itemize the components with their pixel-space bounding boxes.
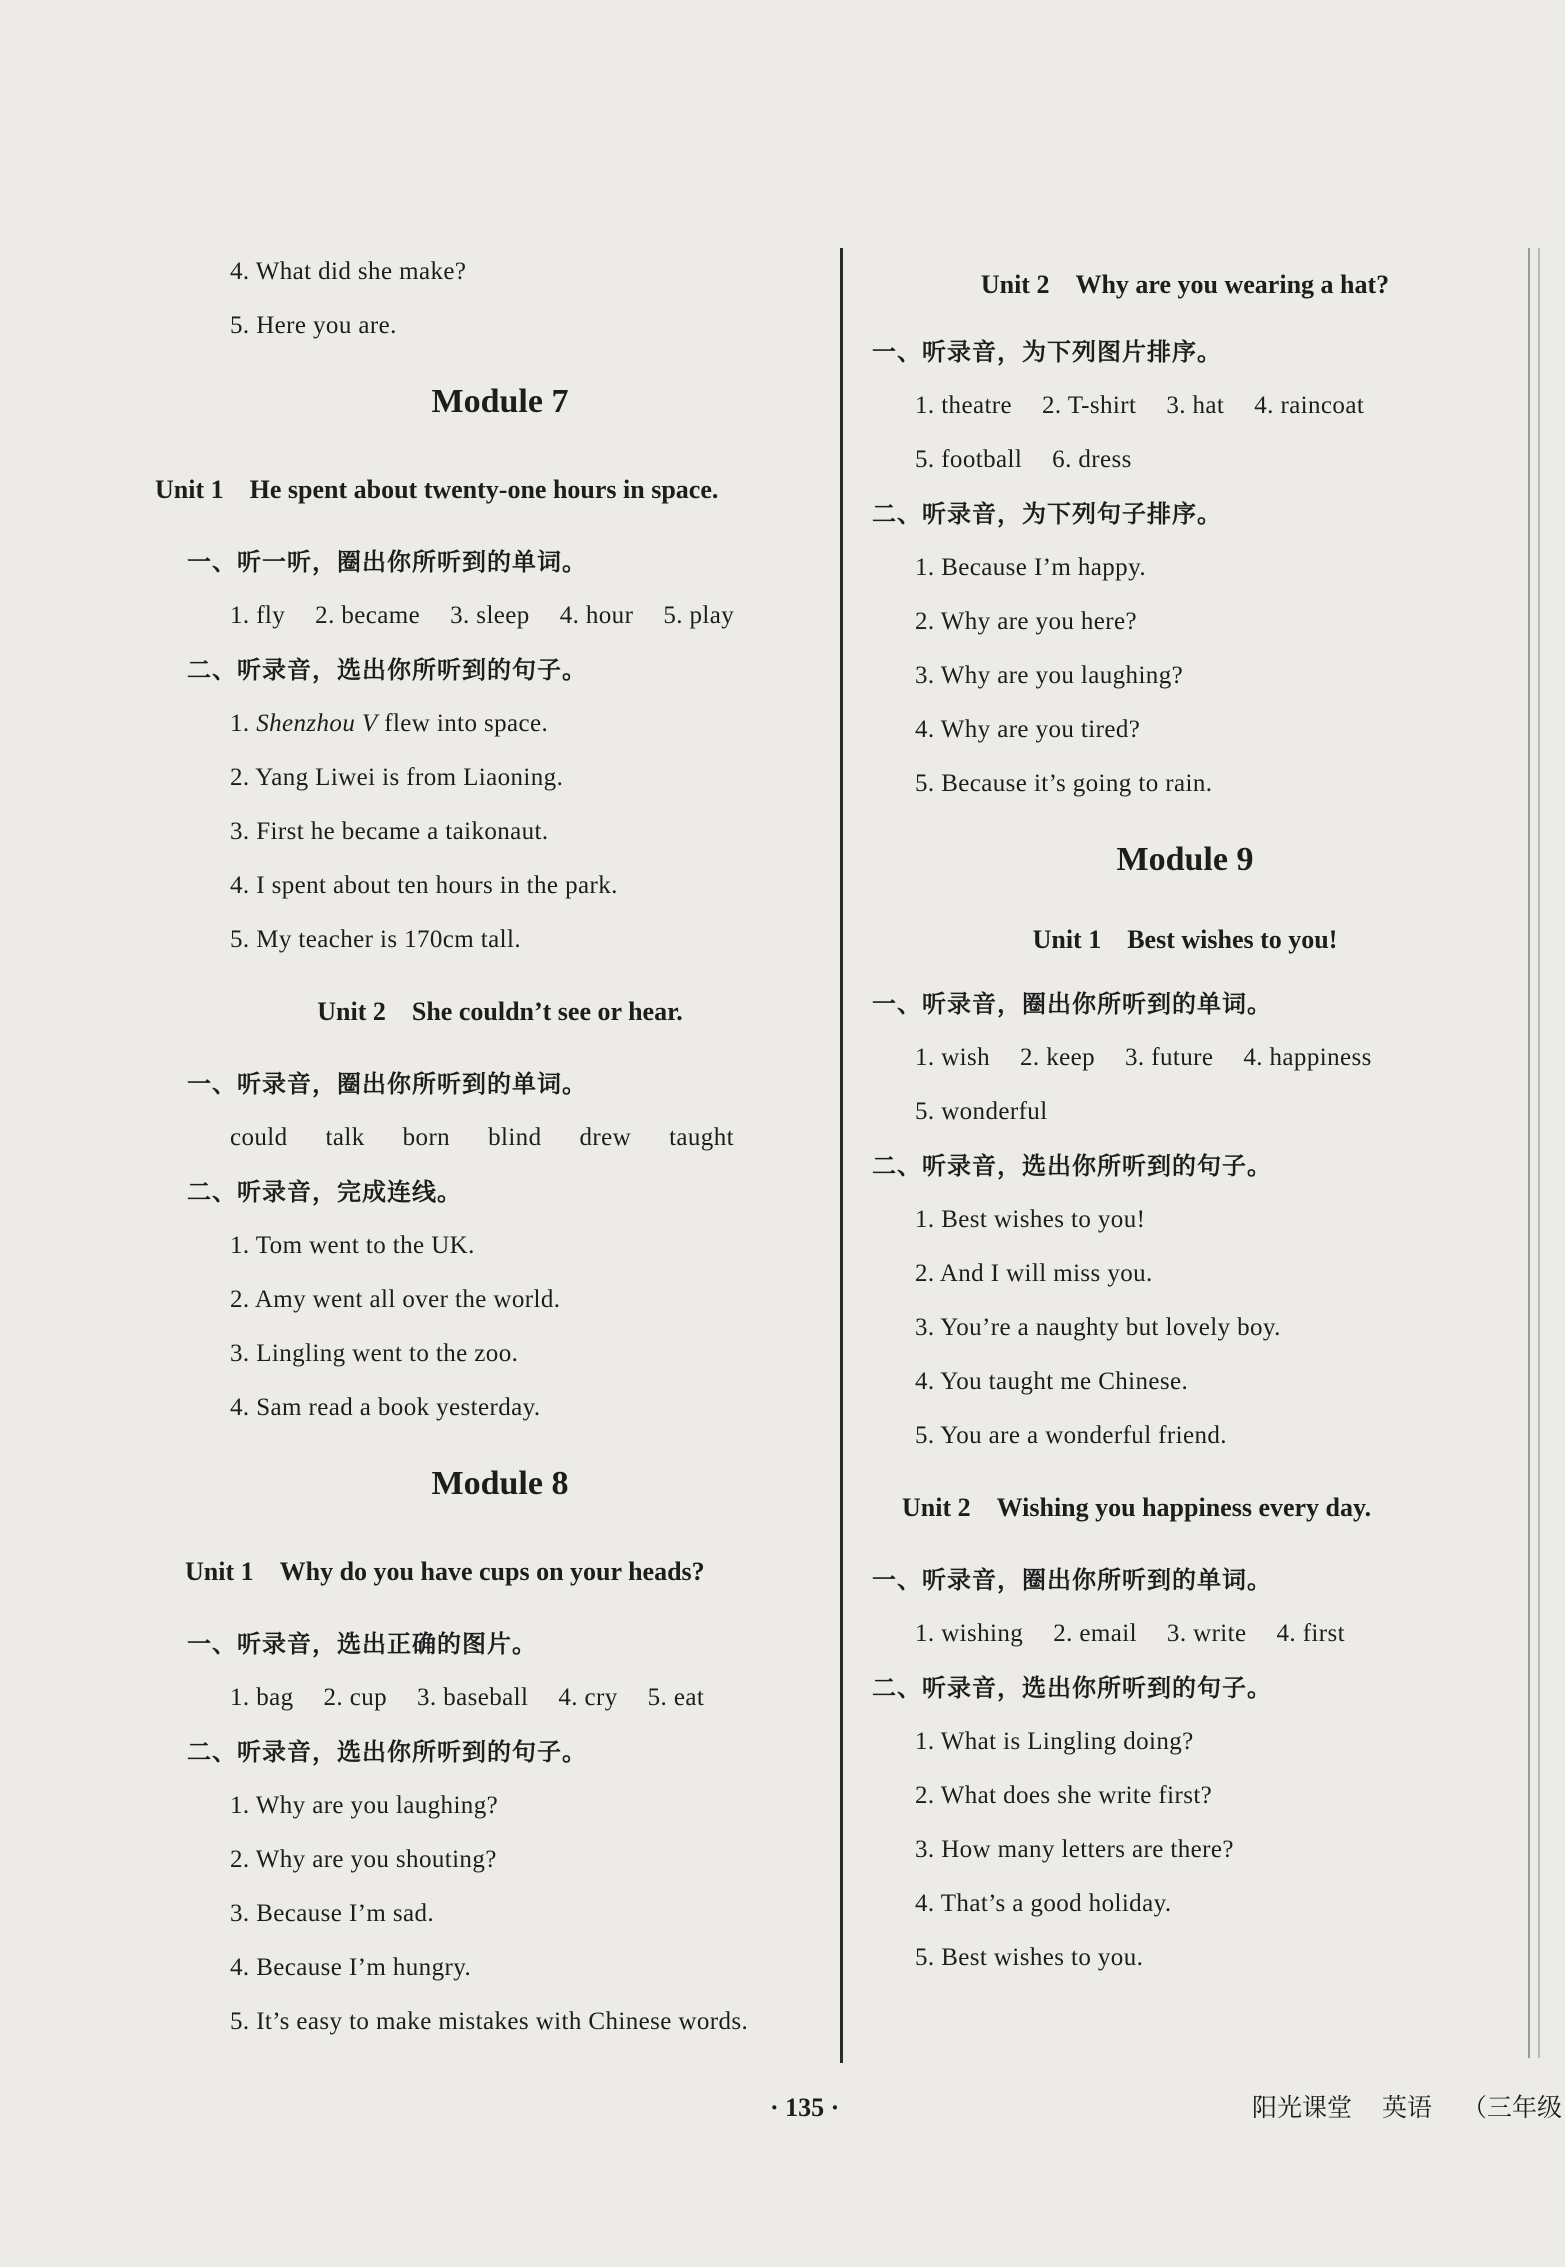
- italic-name: Shenzhou V: [256, 710, 378, 737]
- section-heading: 一、听录音，为下列图片排序。: [872, 338, 1222, 366]
- list-item: 1. What is Lingling doing?: [915, 1728, 1194, 1755]
- list-item: 2. Why are you here?: [915, 608, 1138, 635]
- list-item: 3. Lingling went to the zoo.: [230, 1340, 519, 1367]
- section-heading: 二、听录音，选出你所听到的句子。: [872, 1674, 1272, 1702]
- word-list: [155, 1111, 845, 1165]
- book-name: 阳光课堂: [1252, 2093, 1353, 2122]
- module-8-unit-1-title: [155, 1527, 845, 1617]
- picture-options: [870, 433, 1500, 487]
- item-prefix: 1.: [230, 710, 257, 737]
- section-heading: 一、听录音，圈出你所听到的单词。: [872, 990, 1272, 1018]
- item-rest: flew into space.: [377, 710, 549, 737]
- section-heading: 二、听录音，完成连线。: [187, 1178, 462, 1206]
- word-option: 2. keep: [1020, 1044, 1096, 1071]
- grade: （三年级: [1462, 2093, 1563, 2122]
- unit-title: Why are you wearing a hat?: [1075, 270, 1390, 299]
- unit-title: Wishing you happiness every day.: [996, 1493, 1372, 1522]
- word-option: 2. email: [1053, 1620, 1137, 1647]
- word-option: 5. eat: [647, 1684, 705, 1711]
- list-item: 2. What does she write first?: [915, 1782, 1213, 1809]
- list-item: 2. Yang Liwei is from Liaoning.: [230, 764, 564, 791]
- word-option: 3. sleep: [450, 602, 530, 629]
- right-column: [870, 245, 1500, 1985]
- unit-title: Why do you have cups on your heads?: [279, 1557, 705, 1586]
- list-item: 1. Best wishes to you!: [915, 1206, 1146, 1233]
- word-option: 4. cry: [558, 1684, 618, 1711]
- module-8-title: Module 8: [431, 1465, 569, 1502]
- word-option: 3. baseball: [417, 1684, 529, 1711]
- picture-option: 5. football: [915, 446, 1023, 473]
- word: born: [402, 1124, 451, 1151]
- module-9-title: Module 9: [1116, 841, 1254, 878]
- list-item: 3. Why are you laughing?: [915, 662, 1184, 689]
- unit-number: Unit 1: [155, 475, 224, 504]
- list-item: 3. Because I’m sad.: [230, 1900, 435, 1927]
- picture-option: 4. raincoat: [1254, 392, 1365, 419]
- word-options: [870, 1607, 1500, 1661]
- list-item: 4. You taught me Chinese.: [915, 1368, 1189, 1395]
- list-item: 1. Tom went to the UK.: [230, 1232, 475, 1259]
- list-item: 4. What did she make?: [230, 258, 467, 285]
- picture-option: 2. T-shirt: [1042, 392, 1137, 419]
- section-heading: 一、听录音，选出正确的图片。: [187, 1630, 537, 1658]
- unit-number: Unit 1: [185, 1557, 254, 1586]
- word-option: 1. bag: [230, 1684, 294, 1711]
- module-9-unit-2-title: [870, 1463, 1500, 1553]
- word-options: [155, 589, 845, 643]
- list-item: 4. I spent about ten hours in the park.: [230, 872, 618, 899]
- word-option: 4. first: [1276, 1620, 1345, 1647]
- word-option: 1. wishing: [915, 1620, 1024, 1647]
- word-option: 3. write: [1166, 1620, 1247, 1647]
- unit-title: He spent about twenty-one hours in space.: [249, 475, 719, 504]
- word: could: [230, 1124, 288, 1151]
- list-item: 5. Best wishes to you.: [915, 1944, 1144, 1971]
- list-item: 5. Because it’s going to rain.: [915, 770, 1213, 797]
- book-title: [1252, 2080, 1565, 2136]
- page-number: · 135 ·: [770, 2093, 840, 2122]
- list-item: 4. Why are you tired?: [915, 716, 1141, 743]
- module-9-unit-1-title: [870, 903, 1500, 977]
- list-item: 2. Amy went all over the world.: [230, 1286, 561, 1313]
- module-7-unit-2-title: [155, 967, 845, 1057]
- section-heading: 一、听录音，圈出你所听到的单词。: [187, 1070, 587, 1098]
- list-item: 3. How many letters are there?: [915, 1836, 1234, 1863]
- word-options: [155, 1671, 845, 1725]
- list-item: 4. That’s a good holiday.: [915, 1890, 1172, 1917]
- module-8-unit-2-title: [870, 245, 1500, 325]
- unit-number: Unit 2: [980, 270, 1050, 299]
- next-page-edge: [1538, 248, 1564, 2058]
- list-item: 1. Because I’m happy.: [915, 554, 1147, 581]
- word-options: [870, 1085, 1500, 1139]
- left-column: [155, 245, 845, 2049]
- list-item: 4. Because I’m hungry.: [230, 1954, 472, 1981]
- word-option: 2. cup: [323, 1684, 387, 1711]
- word-option: 5. wonderful: [915, 1098, 1048, 1125]
- list-item: 2. Why are you shouting?: [230, 1846, 497, 1873]
- picture-option: 3. hat: [1166, 392, 1225, 419]
- list-item: 5. Here you are.: [230, 312, 397, 339]
- word-option: 4. happiness: [1243, 1044, 1372, 1071]
- section-heading: 一、听录音，圈出你所听到的单词。: [872, 1566, 1272, 1594]
- word: taught: [669, 1124, 734, 1151]
- word: drew: [579, 1124, 632, 1151]
- list-item: 5. It’s easy to make mistakes with Chinese words.: [230, 2008, 749, 2035]
- picture-option: 6. dress: [1052, 446, 1132, 473]
- section-heading: 二、听录音，选出你所听到的句子。: [187, 656, 587, 684]
- section-heading: 二、听录音，选出你所听到的句子。: [187, 1738, 587, 1766]
- unit-title: Best wishes to you!: [1127, 925, 1338, 954]
- module-7-title: Module 7: [431, 383, 569, 420]
- list-item: 5. My teacher is 170cm tall.: [230, 926, 521, 953]
- word: talk: [325, 1124, 365, 1151]
- word-option: 1. fly: [230, 602, 286, 629]
- list-item: 3. First he became a taikonaut.: [230, 818, 549, 845]
- word: blind: [488, 1124, 542, 1151]
- subject: 英语: [1382, 2093, 1433, 2122]
- right-edge-line: [1528, 248, 1530, 2058]
- word-option: 4. hour: [559, 602, 634, 629]
- unit-number: Unit 1: [1032, 925, 1102, 954]
- module-7-unit-1-title: [155, 445, 845, 535]
- list-item: 2. And I will miss you.: [915, 1260, 1153, 1287]
- word-option: 5. play: [663, 602, 735, 629]
- word-option: 1. wish: [915, 1044, 991, 1071]
- section-heading: 一、听一听，圈出你所听到的单词。: [187, 548, 587, 576]
- list-item: 1. Why are you laughing?: [230, 1792, 499, 1819]
- section-heading: 二、听录音，为下列句子排序。: [872, 500, 1222, 528]
- picture-options: [870, 379, 1500, 433]
- list-item: 5. You are a wonderful friend.: [915, 1422, 1227, 1449]
- unit-title: She couldn’t see or hear.: [411, 997, 683, 1026]
- word-options: [870, 1031, 1500, 1085]
- word-option: 2. became: [315, 602, 421, 629]
- unit-number: Unit 2: [902, 1493, 971, 1522]
- list-item: 3. You’re a naughty but lovely boy.: [915, 1314, 1281, 1341]
- list-item: [155, 697, 845, 751]
- picture-option: 1. theatre: [915, 392, 1013, 419]
- word-option: 3. future: [1125, 1044, 1214, 1071]
- unit-number: Unit 2: [317, 997, 386, 1026]
- list-item: 4. Sam read a book yesterday.: [230, 1394, 541, 1421]
- section-heading: 二、听录音，选出你所听到的句子。: [872, 1152, 1272, 1180]
